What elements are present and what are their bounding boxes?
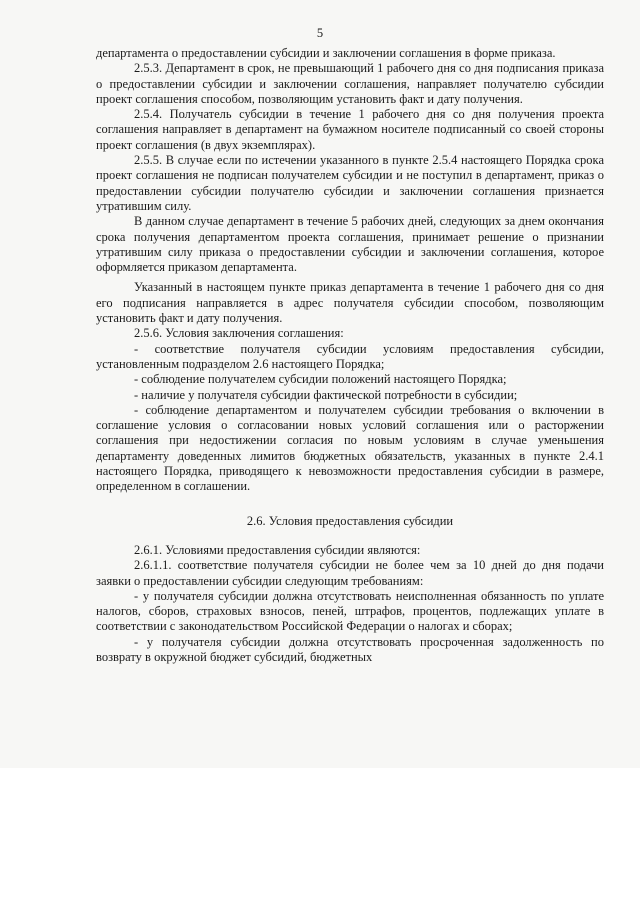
paragraph: 2.6.1.1. соответствие получателя субсидии не более чем за 10 дней до дня подачи заявки о предоставлении субсидии следующим требованиям: [96,558,604,588]
section-heading: 2.6. Условия предоставления субсидии [246,513,454,528]
list-item: - наличие у получателя субсидии фактической потребности в субсидии; [134,387,518,402]
paragraphs-bottom [96,543,604,665]
document-body [96,46,604,665]
paragraph: 2.5.3. Департамент в срок, не превышающий 1 рабочего дня со дня подписания приказа о предоставлении субсидии и заключении соглашения, направляет получателю субсидии проект соглашения способом, позволяющим установить факт и дату получения. [96,61,604,106]
list-item: - соответствие получателя субсидии условиям предоставления субсидии, установленным подразделом 2.6 настоящего Порядка; [96,341,604,371]
list-item: - у получателя субсидии должна отсутствовать неисполненная обязанность по уплате налогов, сборов, страховых взносов, пеней, штрафов, процентов, подлежащих уплате в соответствии с законодательством Российской Федерации о налогах и сборах; [96,588,604,634]
paragraph: 2.5.4. Получатель субсидии в течение 1 рабочего дня со дня получения проекта соглашения направляет в департамент на бумажном носителе подписанный со своей стороны проект соглашения (в двух экземплярах). [96,107,604,152]
paragraph: В данном случае департамент в течение 5 рабочих дней, следующих за днем окончания срока получения департаментом проекта соглашения, принимает решение о признании утратившим силу приказа о предоставлении субсидии и заключении соглашения, которое оформляется приказом департамента. [96,214,604,275]
paragraph: департамента о предоставлении субсидии и заключении соглашения в форме приказа. [96,46,556,60]
paragraph: 2.5.6. Условия заключения соглашения: [134,326,344,341]
paragraph: Указанный в настоящем пункте приказ департамента в течение 1 рабочего дня со дня его подписания направляется в адрес получателя субсидии способом, позволяющим установить факт и дату получения. [96,280,604,326]
paragraphs-top [96,46,604,495]
list-item: - соблюдение получателем субсидии положений настоящего Порядка; [134,372,507,387]
paragraph: 2.6.1. Условиями предоставления субсидии являются: [134,542,421,557]
list-item: - соблюдение департаментом и получателем субсидии требования о включении в соглашение условия о согласовании новых условий соглашения или о расторжении соглашения при недостижении согласия по новым условиям в случае уменьшения департаменту доведенных лимитов бюджетных обязательств, указанных в пункте 2.4.1 настоящего Порядка, приводящего к невозможности предоставления субсидии в размере, определенном в соглашении. [96,402,604,494]
paragraph: 2.5.5. В случае если по истечении указанного в пункте 2.5.4 настоящего Порядка срока проект соглашения не подписан получателем субсидии и не поступил в департамент, приказ о предоставлении субсидии получателю субсидии и заключении соглашения признается утратившим силу. [96,153,604,213]
page-number: 5 [316,26,324,40]
blank-margin [0,768,640,905]
list-item: - у получателя субсидии должна отсутствовать просроченная задолженность по возврату в окружной бюджет субсидий, бюджетных [96,634,604,664]
